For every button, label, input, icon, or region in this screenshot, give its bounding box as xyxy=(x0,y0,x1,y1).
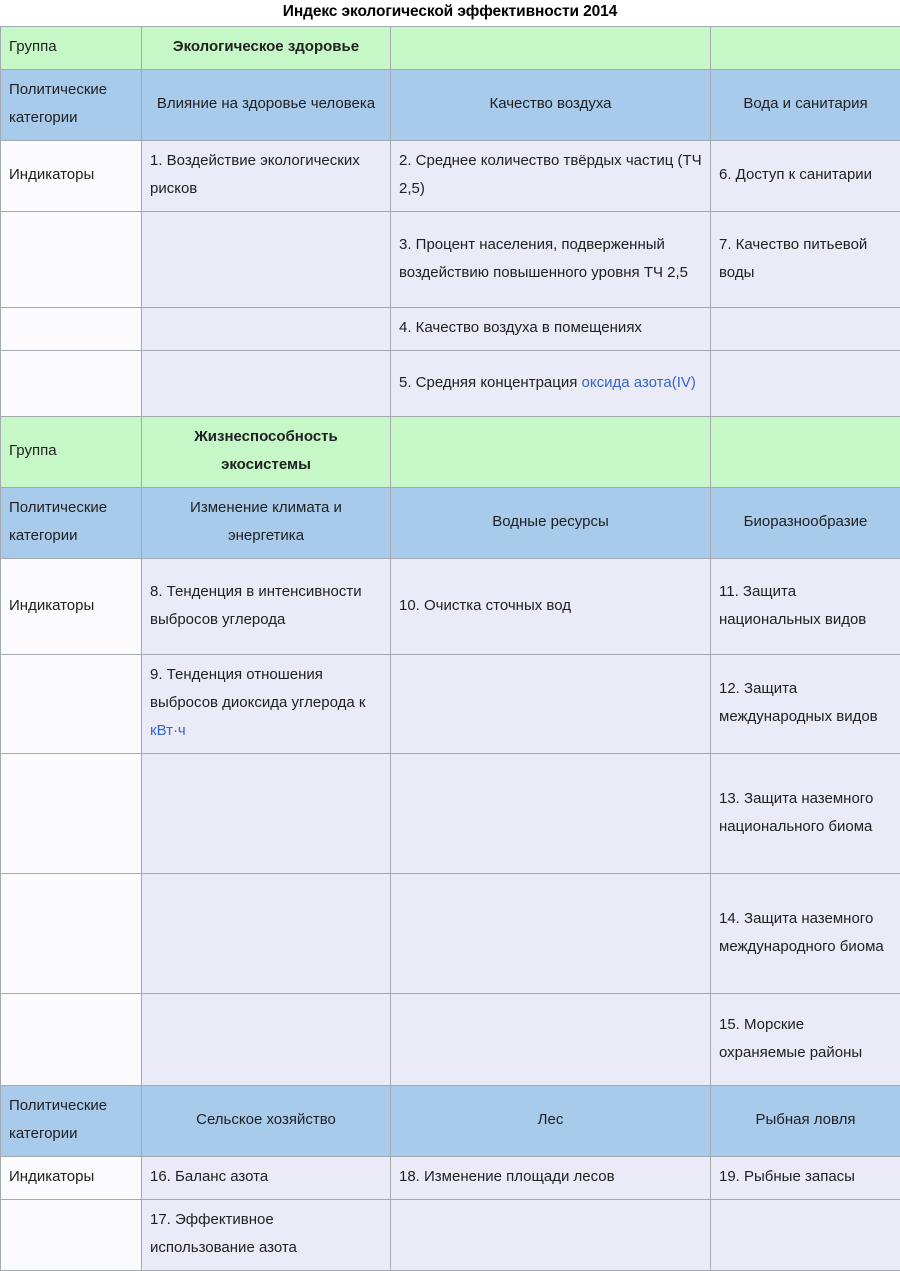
blank-cell xyxy=(1,655,142,754)
indicator-7: 7. Качество питьевой воды xyxy=(711,212,900,308)
table-row xyxy=(1,351,900,417)
policy-category-1-3: Вода и санитария xyxy=(711,70,900,141)
blank-cell xyxy=(711,1200,900,1271)
policy-categories-label-3: Политические категории xyxy=(1,1086,142,1157)
indicator-9-text: 9. Тенденция отношения выбросов диоксида углерода к xyxy=(150,666,365,711)
policy-category-3-3: Рыбная ловля xyxy=(711,1086,900,1157)
indicator-2: 2. Среднее количество твёрдых частиц (ТЧ 2,5) xyxy=(391,141,711,212)
table-row xyxy=(1,70,900,141)
page-title: Индекс экологической эффективности 2014 xyxy=(0,0,900,26)
blank-cell xyxy=(142,351,391,417)
policy-categories-label-1: Политические категории xyxy=(1,70,142,141)
indicator-16: 16. Баланс азота xyxy=(142,1157,391,1200)
blank-cell xyxy=(1,1200,142,1271)
policy-category-2-1: Изменение климата и энергетика xyxy=(142,488,391,559)
table-row xyxy=(1,874,900,994)
blank-cell xyxy=(142,874,391,994)
indicator-4: 4. Качество воздуха в помещениях xyxy=(391,308,711,351)
blank-cell xyxy=(711,351,900,417)
eco-performance-index-table xyxy=(0,26,900,1271)
policy-category-2-2: Водные ресурсы xyxy=(391,488,711,559)
blank-cell xyxy=(391,1200,711,1271)
indicator-18: 18. Изменение площади лесов xyxy=(391,1157,711,1200)
indicator-8: 8. Тенденция в интенсивности выбросов углерода xyxy=(142,559,391,655)
indicator-6: 6. Доступ к санитарии xyxy=(711,141,900,212)
blank-cell xyxy=(142,994,391,1086)
indicator-12: 12. Защита международных видов xyxy=(711,655,900,754)
blank-cell xyxy=(1,308,142,351)
indicator-11: 11. Защита национальных видов xyxy=(711,559,900,655)
blank-cell xyxy=(391,655,711,754)
indicator-5 xyxy=(391,351,711,417)
table-row xyxy=(1,754,900,874)
table-row xyxy=(1,308,900,351)
table-row xyxy=(1,27,900,70)
policy-category-1-1: Влияние на здоровье человека xyxy=(142,70,391,141)
indicator-5-text: 5. Средняя концентрация xyxy=(399,374,582,391)
indicator-1: 1. Воздействие экологических рисков xyxy=(142,141,391,212)
blank-cell xyxy=(391,874,711,994)
table-row xyxy=(1,1086,900,1157)
nitrogen-dioxide-link[interactable]: оксида азота(IV) xyxy=(582,374,696,391)
table-row xyxy=(1,417,900,488)
table-row xyxy=(1,212,900,308)
indicators-label-1: Индикаторы xyxy=(1,141,142,212)
indicator-14: 14. Защита наземного международного биома xyxy=(711,874,900,994)
table-row xyxy=(1,1157,900,1200)
indicator-15: 15. Морские охраняемые районы xyxy=(711,994,900,1086)
group-label-1: Группа xyxy=(1,27,142,70)
kilowatt-hour-link[interactable]: кВт·ч xyxy=(150,722,186,739)
blank-cell xyxy=(142,308,391,351)
group-spacer-1a xyxy=(391,27,711,70)
group-spacer-2b xyxy=(711,417,900,488)
table-row xyxy=(1,1200,900,1271)
table-row xyxy=(1,488,900,559)
blank-cell xyxy=(1,212,142,308)
indicator-9 xyxy=(142,655,391,754)
indicators-label-2: Индикаторы xyxy=(1,559,142,655)
blank-cell xyxy=(1,874,142,994)
table-row xyxy=(1,141,900,212)
blank-cell xyxy=(142,212,391,308)
policy-category-2-3: Биоразнообразие xyxy=(711,488,900,559)
blank-cell xyxy=(1,994,142,1086)
indicator-17: 17. Эффективное использование азота xyxy=(142,1200,391,1271)
policy-category-1-2: Качество воздуха xyxy=(391,70,711,141)
blank-cell xyxy=(1,351,142,417)
indicator-13: 13. Защита наземного национального биома xyxy=(711,754,900,874)
group-title-2: Жизнеспособность экосистемы xyxy=(142,417,391,488)
indicator-3: 3. Процент населения, подверженный воздействию повышенного уровня ТЧ 2,5 xyxy=(391,212,711,308)
indicator-19: 19. Рыбные запасы xyxy=(711,1157,900,1200)
table-row xyxy=(1,655,900,754)
group-title-1: Экологическое здоровье xyxy=(142,27,391,70)
blank-cell xyxy=(391,754,711,874)
policy-category-3-1: Сельское хозяйство xyxy=(142,1086,391,1157)
indicator-10: 10. Очистка сточных вод xyxy=(391,559,711,655)
blank-cell xyxy=(711,308,900,351)
indicators-label-3: Индикаторы xyxy=(1,1157,142,1200)
blank-cell xyxy=(1,754,142,874)
group-spacer-2a xyxy=(391,417,711,488)
blank-cell xyxy=(142,754,391,874)
policy-categories-label-2: Политические категории xyxy=(1,488,142,559)
group-spacer-1b xyxy=(711,27,900,70)
policy-category-3-2: Лес xyxy=(391,1086,711,1157)
table-row xyxy=(1,994,900,1086)
blank-cell xyxy=(391,994,711,1086)
group-label-2: Группа xyxy=(1,417,142,488)
table-row xyxy=(1,559,900,655)
